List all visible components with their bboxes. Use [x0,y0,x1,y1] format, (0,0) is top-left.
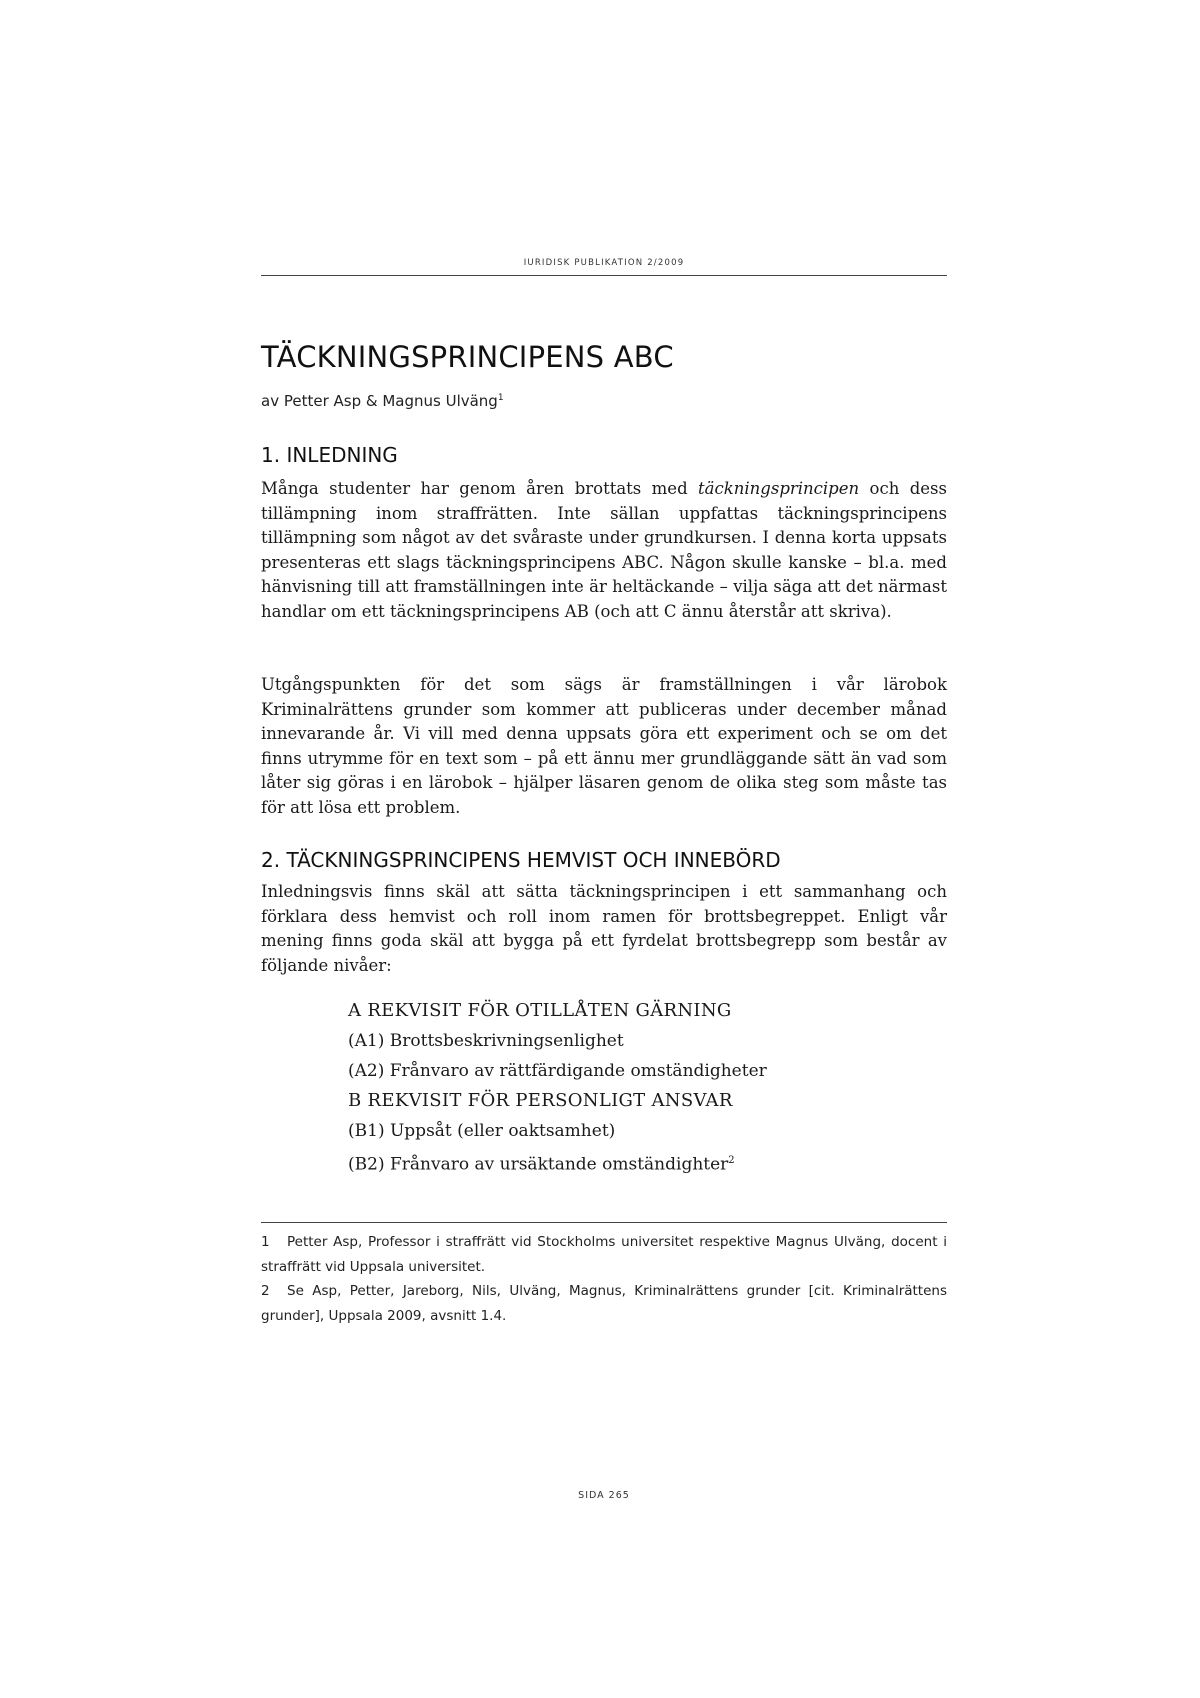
level-item-b2-text: (B2) Frånvaro av ursäktande omständighter [348,1154,729,1175]
footnote-text: Petter Asp, Professor i straffrätt vid Stockholms universitet respektive Magnus Ulväng, docent i straffrätt vid Uppsala universitet. [261,1234,947,1275]
paragraph-text: Många studenter har genom åren brottats med [261,479,699,498]
emphasis-term: täckningsprincipen [698,479,860,498]
byline [261,392,504,410]
footnote-rule [261,1222,947,1223]
section-heading-inledning: 1. INLEDNING [261,443,398,467]
footnote-number: 2 [261,1283,270,1299]
footnote-text: Se Asp, Petter, Jareborg, Nils, Ulväng, Magnus, Kriminalrättens grunder [cit. Kriminalrättens grunder], Uppsala 2009, avsnitt 1.4. [261,1283,947,1324]
article-title: TÄCKNINGSPRINCIPENS ABC [261,340,674,374]
level-item-b2 [348,1146,908,1176]
footnote-ref-1: 1 [497,393,504,403]
paragraph-text: och dess tillämpning inom straffrätten. Inte sällan uppfattas täckningsprincipens tillämpning som något av det svåraste under grundkursen. I denna korta uppsats presenteras ett slags täckningsprincipens ABC. Någon skulle kanske – bl.a. med hänvisning till att framställningen inte är heltäckande – vilja säga att det närmast handlar om ett täckningsprincipens AB (och att C ännu återstår att skriva). [261,479,947,621]
footnote-2 [261,1279,947,1328]
level-heading-b: B REKVISIT FÖR PERSONLIGT ANSVAR [348,1090,733,1111]
page-number: SIDA 265 [578,1490,630,1501]
crime-concept-levels [348,996,908,1176]
section-heading-hemvist: 2. TÄCKNINGSPRINCIPENS HEMVIST OCH INNEBÖRD [261,848,781,872]
header-rule [261,275,947,276]
document-page [261,0,947,1698]
paragraph-intro-1 [261,477,947,625]
level-item-b1: (B1) Uppsåt (eller oaktsamhet) [348,1121,616,1141]
paragraph-intro-2: Utgångspunkten för det som sägs är framställningen i vår lärobok Kriminalrättens grunder som kommer att publiceras under december månad innevarande år. Vi vill med denna uppsats göra ett experiment och se om det finns utrymme för en text som – på ett ännu mer grundläggande sätt än vad som låter sig göras i en lärobok – hjälper läsaren genom de olika steg som måste tas för att lösa ett problem. [261,675,947,817]
level-item-a2: (A2) Frånvaro av rättfärdigande omständigheter [348,1061,767,1081]
running-head: IURIDISK PUBLIKATION 2/2009 [523,258,685,268]
paragraph-hemvist-1: Inledningsvis finns skäl att sätta täckningsprincipen i ett sammanhang och förklara dess hemvist och roll inom ramen för brottsbegreppet. Enligt vår mening finns goda skäl att bygga på ett fyrdelat brottsbegrepp som består av följande nivåer: [261,882,947,975]
footnote-ref-2: 2 [728,1155,735,1166]
footnote-1 [261,1230,947,1279]
byline-authors: av Petter Asp & Magnus Ulväng [261,392,498,410]
level-item-a1: (A1) Brottsbeskrivningsenlighet [348,1031,624,1051]
level-heading-a: A REKVISIT FÖR OTILLÅTEN GÄRNING [348,1000,732,1021]
footnote-number: 1 [261,1234,270,1250]
